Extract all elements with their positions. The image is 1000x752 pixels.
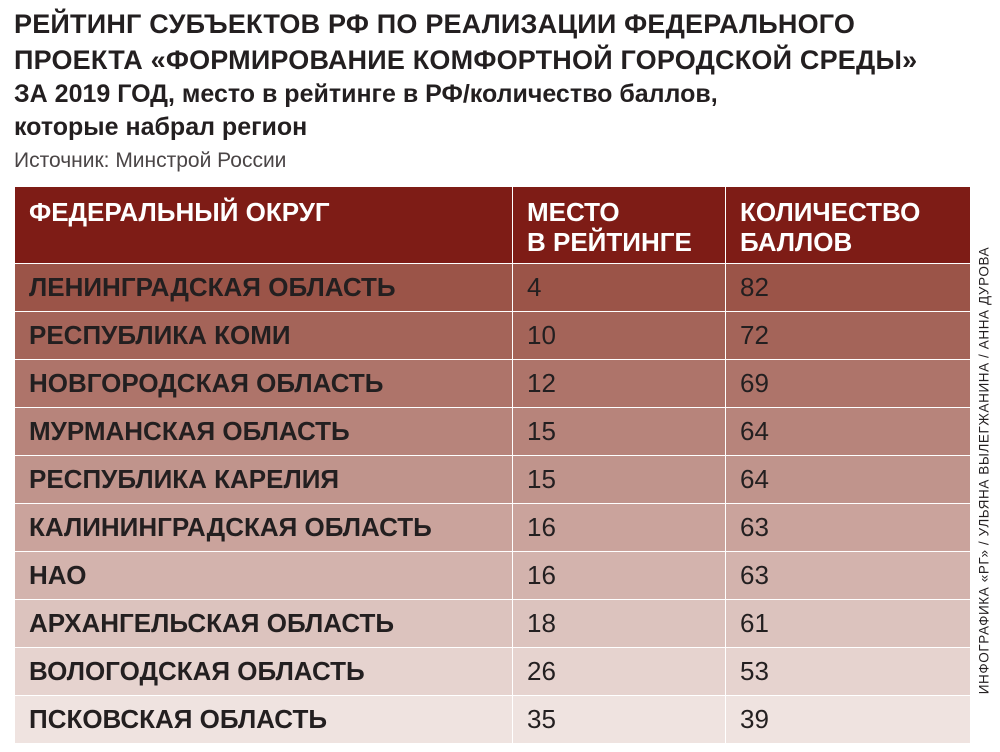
cell-region: ВОЛОГОДСКАЯ ОБЛАСТЬ [15,648,513,696]
table-row [15,408,971,456]
source-note: Источник: Минстрой России [14,149,287,172]
cell-place: 4 [513,264,726,312]
cell-region: ПСКОВСКАЯ ОБЛАСТЬ [15,696,513,744]
rating-table [14,186,971,744]
table-header-row [15,187,971,264]
cell-place: 18 [513,600,726,648]
cell-score: 64 [726,408,971,456]
column-header-score [726,187,971,264]
table-row [15,696,971,744]
cell-place: 10 [513,312,726,360]
table-row [15,456,971,504]
table-row [15,312,971,360]
table-row [15,264,971,312]
table-row [15,504,971,552]
column-header-line: БАЛЛОВ [740,227,853,257]
cell-region: АРХАНГЕЛЬСКАЯ ОБЛАСТЬ [15,600,513,648]
cell-region: МУРМАНСКАЯ ОБЛАСТЬ [15,408,513,456]
cell-score: 82 [726,264,971,312]
column-header-place [513,187,726,264]
cell-place: 15 [513,408,726,456]
chart-title-line: РЕЙТИНГ СУБЪЕКТОВ РФ ПО РЕАЛИЗАЦИИ ФЕДЕРАЛЬНОГО [14,9,856,39]
cell-score: 39 [726,696,971,744]
cell-region: КАЛИНИНГРАДСКАЯ ОБЛАСТЬ [15,504,513,552]
cell-place: 16 [513,504,726,552]
table-row [15,552,971,600]
credit-line [972,200,996,740]
cell-score: 64 [726,456,971,504]
table-body [15,264,971,744]
cell-region: РЕСПУБЛИКА КАРЕЛИЯ [15,456,513,504]
chart-subtitle-line: ЗА 2019 ГОД, место в рейтинге в РФ/количество баллов, [14,80,718,108]
cell-place: 12 [513,360,726,408]
table-row [15,600,971,648]
cell-place: 26 [513,648,726,696]
column-header-line: ФЕДЕРАЛЬНЫЙ ОКРУГ [29,197,330,227]
cell-region: НАО [15,552,513,600]
column-header-region [15,187,513,264]
table-row [15,648,971,696]
cell-score: 69 [726,360,971,408]
column-header-line: В РЕЙТИНГЕ [527,227,692,257]
cell-region: ЛЕНИНГРАДСКАЯ ОБЛАСТЬ [15,264,513,312]
cell-score: 63 [726,552,971,600]
credit-text: ИНФОГРАФИКА «РГ» / УЛЬЯНА ВЫЛЕГЖАНИНА / АННА ДУРОВА [976,246,992,694]
cell-score: 61 [726,600,971,648]
title-block [14,6,964,176]
cell-score: 53 [726,648,971,696]
table-row [15,360,971,408]
cell-region: РЕСПУБЛИКА КОМИ [15,312,513,360]
chart-subtitle [14,78,964,144]
cell-place: 35 [513,696,726,744]
chart-title [14,6,964,78]
cell-place: 15 [513,456,726,504]
column-header-line: КОЛИЧЕСТВО [740,197,921,227]
chart-title-line: ПРОЕКТА «ФОРМИРОВАНИЕ КОМФОРТНОЙ ГОРОДСКОЙ СРЕДЫ» [14,45,918,75]
chart-subtitle-line: которые набрал регион [14,113,308,141]
column-header-line: МЕСТО [527,197,620,227]
cell-score: 72 [726,312,971,360]
cell-place: 16 [513,552,726,600]
cell-region: НОВГОРОДСКАЯ ОБЛАСТЬ [15,360,513,408]
cell-score: 63 [726,504,971,552]
